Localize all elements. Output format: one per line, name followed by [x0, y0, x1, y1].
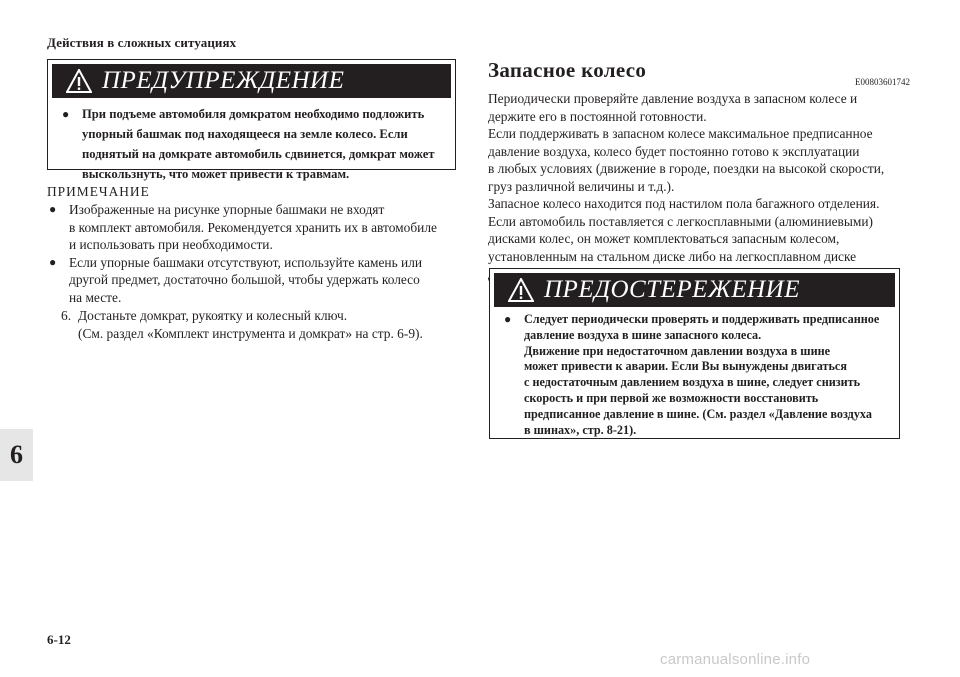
note-heading: ПРИМЕЧАНИЕ	[47, 184, 150, 199]
warning-body	[48, 98, 455, 184]
note-section	[47, 184, 467, 306]
caution-body	[490, 307, 899, 438]
warning-triangle-icon	[66, 69, 92, 93]
warning-item	[62, 104, 445, 184]
section-title: Запасное колесо	[488, 58, 647, 82]
caution-title: ПРЕДОСТЕРЕЖЕНИЕ	[544, 276, 800, 303]
warning-title-bar	[52, 64, 451, 98]
bullet: ●	[504, 312, 512, 326]
caution-box	[489, 268, 900, 439]
page-number: 6-12	[47, 632, 71, 647]
chapter-tab	[0, 429, 33, 481]
note-item-text: Если упорные башмаки отсутствуют, используйте камень или другой предмет, достаточно большой, чтобы удержать колесо на месте.	[69, 254, 423, 305]
chapter-number: 6	[10, 440, 23, 469]
running-header: Действия в сложных ситуациях	[47, 35, 237, 50]
caution-item-text: Следует периодически проверять и поддерживать предписанное давление воздуха в шине запасного колеса. Движение при недостаточном давлении воздуха в шине может привести к аварии. Если Вы вынуждены двигаться с недостаточным давлением воздуха в шине, следует снизить скорость и при первой же возможности восстановить предписанное давление в шине. (См. раздел «Давление воздуха в шинах», стр. 8-21).	[524, 312, 880, 437]
watermark: carmanualsonline.info	[660, 651, 811, 668]
warning-item-text: При подъеме автомобиля домкратом необходимо подложить упорный башмак под находящееся на земле колесо. Если поднятый на домкрате автомобиль сдвинется, домкрат может выскользнуть, что может привести к травмам.	[82, 107, 435, 181]
step-6	[61, 307, 461, 342]
bullet: ●	[49, 254, 57, 269]
section-code: E00803601742	[855, 77, 910, 87]
note-item-text: Изображенные на рисунке упорные башмаки не входят в комплект автомобиля. Рекомендуется хранить их в автомобиле и использовать при необходимости.	[69, 202, 437, 252]
warning-title: ПРЕДУПРЕЖДЕНИЕ	[102, 67, 345, 94]
bullet: ●	[49, 202, 57, 216]
section-body: Периодически проверяйте давление воздуха в запасном колесе и держите его в постоянной готовности. Если поддерживать в запасном колесе максимальное предписанное давление воздуха, колесо будет постоянно готово к эксплуатации в любых условиях (движение в городе, поездки на высокой скорости, груз различной величины и т.д.). Запасное колесо находится под настилом пола багажного отделения. Если автомобиль поставляется с легкосплавными (алюминиевыми) дисками колес, он может комплектоваться запасным колесом, установленным на стальном диске либо на легкосплавном диске	[488, 91, 885, 264]
note-item	[47, 201, 467, 254]
step-number: 6.	[61, 308, 72, 323]
warning-triangle-icon	[508, 278, 534, 302]
bullet: ●	[62, 107, 70, 121]
step-text: Достаньте домкрат, рукоятку и колесный ключ. (См. раздел «Комплект инструмента и домкрат» на стр. 6-9).	[78, 308, 423, 341]
caution-title-bar	[494, 273, 895, 307]
caution-item	[504, 312, 889, 438]
note-item	[47, 254, 467, 307]
warning-box	[47, 59, 456, 181]
